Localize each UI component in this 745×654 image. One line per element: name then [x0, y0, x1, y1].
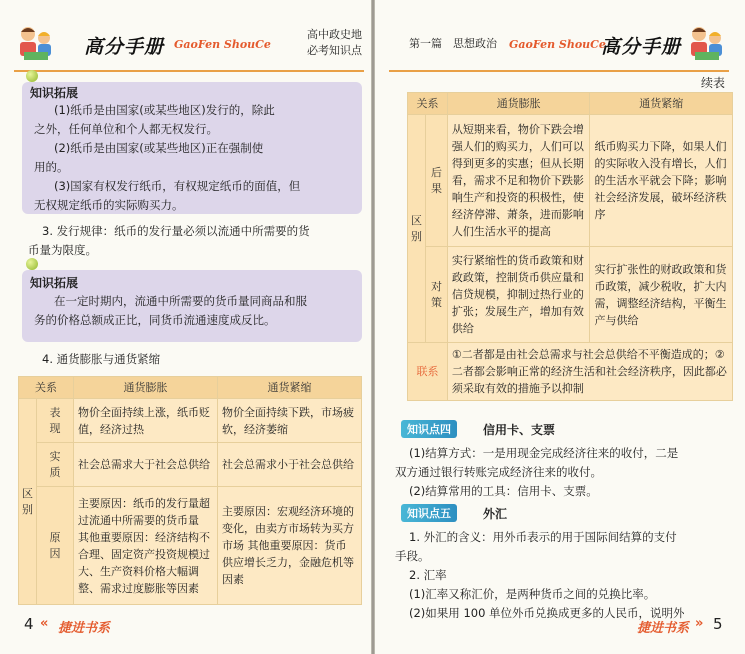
- row-label-char: 对: [430, 279, 442, 293]
- row-label-char: 后: [430, 165, 442, 179]
- row-label-essence: [37, 443, 74, 487]
- right-page: [375, 0, 745, 654]
- knowledge-point-4-badge: 知识点四: [401, 420, 457, 438]
- left-page: [0, 0, 371, 654]
- subject-label: [270, 27, 362, 59]
- paragraph-3-line: 币量为限度。: [28, 243, 97, 257]
- row-label-char: 实: [49, 449, 61, 463]
- knowledge-point-5-title: 外汇: [483, 507, 508, 521]
- k5-line: (2)如果用 100 单位外币兑换成更多的人民币，说明外: [409, 606, 685, 620]
- knowledge-point-5-badge: 知识点五: [401, 504, 457, 522]
- reading-kids-icon: [14, 22, 56, 64]
- box-1-line: 无权规定纸币的实际购买力。: [34, 198, 184, 212]
- subject-line-2: 必考知识点: [307, 44, 362, 57]
- row-label-cause: [37, 487, 74, 605]
- paragraph-4: 4. 通货膨胀与通货紧缩: [42, 352, 161, 366]
- col-header-deflation: 通货紧缩: [218, 377, 362, 399]
- group-label-char: 区: [410, 213, 422, 227]
- col-header-relation: 关系: [19, 377, 74, 399]
- series-name-left: 捷进书系: [58, 621, 111, 636]
- page-number-right: 5: [713, 615, 723, 633]
- k4-line: (2)结算常用的工具：信用卡、支票。: [409, 484, 598, 498]
- knowledge-point-4-text: [395, 444, 731, 501]
- page-number-left: 4: [24, 615, 34, 633]
- row-label-char: 表: [49, 405, 61, 419]
- box-1-line: (2)纸币是由国家(或某些地区)正在强制使: [54, 141, 264, 155]
- box-1-line: 用的。: [34, 160, 69, 174]
- row-label-manifestation: [37, 399, 74, 443]
- table-cell: 物价全面持续上涨，纸币贬值，经济过热: [74, 399, 218, 443]
- col-header-relation: 关系: [408, 93, 448, 115]
- box-1-line: (1)纸币是由国家(或某些地区)发行的，除此: [54, 103, 275, 117]
- table-cell: 纸币购买力下降，如果人们的实际收入没有增长，人们的生活水平就会下降；影响社会经济发展，破坏经济秩序: [590, 115, 733, 247]
- k5-line: 2. 汇率: [409, 568, 447, 582]
- row-label-char: 质: [49, 465, 61, 479]
- box-1-title: 知识拓展: [30, 86, 79, 100]
- chevron-right-icon: »: [695, 616, 704, 631]
- row-label-char: 因: [49, 546, 61, 560]
- row-label-consequence: [425, 115, 447, 247]
- brand-title: 高分手册: [84, 36, 165, 58]
- box-2-text: [34, 292, 360, 330]
- brand-title: 高分手册: [601, 36, 682, 58]
- continued-label: 续表: [701, 76, 726, 90]
- table-cell: 实行扩张性的财政政策和货币政策，减少税收，扩大内需，调整经济结构，平衡生产与供给: [590, 247, 733, 343]
- table-cell: 物价全面持续下跌，市场疲软，经济萎缩: [218, 399, 362, 443]
- k5-line: 手段。: [395, 549, 430, 563]
- inflation-table-part-1: [18, 376, 362, 605]
- group-label-difference: [19, 399, 37, 605]
- pin-icon: [26, 258, 38, 270]
- row-label-char: 策: [430, 295, 442, 309]
- knowledge-point-4-title: 信用卡、支票: [483, 423, 556, 437]
- table-cell: 社会总需求大于社会总供给: [74, 443, 218, 487]
- box-2-title: 知识拓展: [30, 276, 79, 290]
- inflation-table-part-2: [407, 92, 733, 401]
- col-header-inflation: 通货膨胀: [74, 377, 218, 399]
- box-1-line: 之外，任何单位和个人都无权发行。: [34, 122, 218, 136]
- box-2-line: 在一定时期内，流通中所需要的货币量同商品和服: [54, 294, 307, 308]
- box-1-line: (3)国家有权发行纸币，有权规定纸币的面值，但: [54, 179, 301, 193]
- group-label-char: 别: [22, 502, 33, 516]
- k5-line: 1. 外汇的含义：用外币表示的用于国际间结算的支付: [409, 530, 677, 544]
- row-label-char: 现: [49, 421, 61, 435]
- row-label-countermeasure: [425, 247, 447, 343]
- table-cell: 主要原因：纸币的发行量超过流通中所需要的货币量 其他重要原因：经济结构不合理、固定资产投资规模过大、生产资料价格大幅调整、需求过度膨胀等因素: [74, 487, 218, 605]
- row-label-char: 原: [49, 530, 61, 544]
- knowledge-point-5-text: [395, 528, 731, 623]
- chapter-label: 第一篇 思想政治: [409, 37, 497, 50]
- brand-pinyin: GaoFen ShouCe: [174, 38, 271, 51]
- table-cell: 主要原因：宏观经济环境的变化，由卖方市场转为买方市场 其他重要原因：货币供应增长乏力，金融危机等因素: [218, 487, 362, 605]
- header-rule: [14, 70, 364, 72]
- k5-line: (1)汇率又称汇价，是两种货币之间的兑换比率。: [409, 587, 656, 601]
- col-header-inflation: 通货膨胀: [447, 93, 590, 115]
- header-rule: [389, 70, 729, 72]
- series-name-right: 捷进书系: [637, 621, 690, 636]
- paragraph-3-line: 3. 发行规律：纸币的发行量必须以流通中所需要的货: [42, 224, 310, 238]
- chevron-left-icon: «: [40, 616, 49, 631]
- table-cell: 实行紧缩性的货币政策和财政政策，控制货币供应量和信贷规模，抑制过热行业的扩张；发展生产，增加有效供给: [447, 247, 590, 343]
- col-header-deflation: 通货紧缩: [590, 93, 733, 115]
- row-label-connection: 联系: [408, 343, 448, 401]
- k4-line: (1)结算方式：一是用现金完成经济往来的收付，二是: [409, 446, 679, 460]
- group-label-char: 别: [410, 229, 422, 243]
- subject-line-1: 高中政史地: [307, 28, 362, 41]
- table-cell: 社会总需求小于社会总供给: [218, 443, 362, 487]
- row-label-char: 果: [430, 181, 442, 195]
- box-1-text: [34, 101, 360, 215]
- connection-cell: ①二者都是由社会总需求与社会总供给不平衡造成的；②二者都会影响正常的经济生活和社会经济秩序，因此都必须采取有效的措施予以抑制: [447, 343, 732, 401]
- paragraph-3: [28, 222, 366, 260]
- reading-kids-icon: [685, 22, 727, 64]
- box-2-line: 务的价格总额成正比，同货币流通速度成反比。: [34, 313, 276, 327]
- brand-pinyin: GaoFen ShouCe: [509, 38, 606, 51]
- group-label-difference: [408, 115, 426, 343]
- group-label-char: 区: [22, 486, 33, 500]
- k4-line: 双方通过银行转账完成经济往来的收付。: [395, 465, 602, 479]
- pin-icon: [26, 70, 38, 82]
- table-cell: 从短期来看，物价下跌会增强人们的购买力，人们可以得到更多的实惠；但从长期看，需求不足和物价下跌影响生产和投资的积极性，使经济停滞、萧条，进而影响人们生活水平的提高: [447, 115, 590, 247]
